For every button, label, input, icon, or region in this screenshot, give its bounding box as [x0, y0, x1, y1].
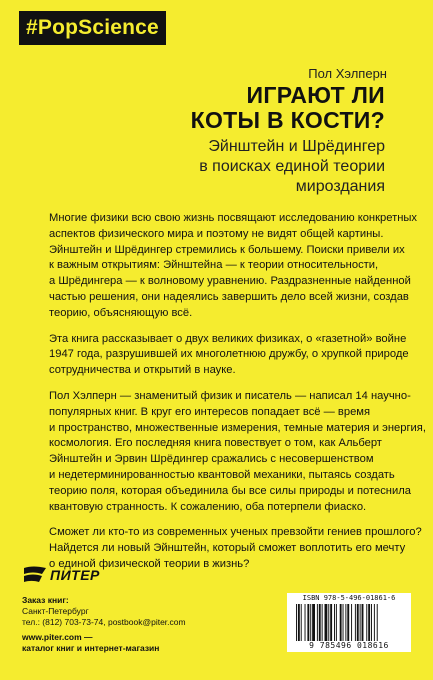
barcode-stripe	[305, 604, 306, 641]
barcode-stripe	[319, 604, 321, 641]
book-title	[191, 83, 385, 133]
barcode-stripe	[317, 604, 318, 641]
text-line: частью решения, они надеялись завершить дело всей жизни, создав	[49, 290, 409, 303]
barcode-stripe	[371, 604, 372, 641]
barcode-stripe	[366, 604, 367, 641]
barcode-stripe	[368, 604, 370, 641]
text-line: о единой физической теории в жизнь?	[49, 557, 250, 570]
publisher-logo-icon	[22, 565, 48, 585]
barcode-stripe	[328, 604, 329, 641]
barcode-stripe	[347, 604, 349, 641]
text-line: популярных книг. В круг его интересов попадает всё — время	[49, 405, 371, 418]
subtitle-line: Эйнштейн и Шрёдингер	[208, 138, 385, 155]
title-line: КОТЫ В КОСТИ?	[190, 107, 385, 133]
isbn-barcode	[287, 593, 411, 652]
barcode-stripe	[312, 604, 315, 641]
barcode-stripe	[343, 604, 344, 641]
barcode-stripe	[360, 604, 361, 641]
author-name: Пол Хэлперн	[308, 66, 387, 81]
barcode-stripe	[301, 604, 302, 641]
barcode-stripe	[374, 604, 375, 641]
publisher-logo-text: ПИТЕР	[50, 567, 100, 583]
blurb-paragraph-book	[49, 332, 409, 379]
barcode-stripe	[322, 604, 323, 641]
text-line: а Шрёдингера — к волновому уравнению. Раздразненные найденной	[49, 275, 411, 288]
text-line: Пол Хэлперн — знаменитый физик и писатель — написал 14 научно-	[49, 389, 411, 402]
isbn-label: ISBN 978-5-496-01861-6	[302, 594, 396, 602]
text-line: теорию поля, которая объединила бы все силы природы и потеснила	[49, 484, 411, 497]
text-line: Эйнштейн и Шрёдингер стремились к большему. Поиски привели их	[49, 243, 405, 256]
barcode-bars	[296, 604, 402, 641]
text-line: 1947 года, разрушившей их многолетнюю дружбу, о хрупкой природе	[49, 348, 409, 361]
text-line: аспектов физического мира и поэтому не видят общей картины.	[49, 227, 384, 240]
text-line: Эта книга рассказывает о двух великих физиках, о «газетной» войне	[49, 332, 407, 345]
barcode-stripe	[357, 604, 359, 641]
text-line: к важным открытиям: Эйнштейна — к теории относительности,	[49, 259, 379, 272]
barcode-stripe	[351, 604, 352, 641]
order-city: Санкт-Петербург	[22, 606, 89, 616]
barcode-stripe	[298, 604, 300, 641]
barcode-stripe	[334, 604, 335, 641]
text-line: и недетерминированностью квантовой механики, пытаясь создать	[49, 468, 395, 481]
text-line: теорию, объясняющую всё.	[49, 306, 193, 319]
barcode-stripe	[330, 604, 332, 641]
text-line: Эйнштейн и Эрвин Шрёдингер сражались с несовершенством	[49, 453, 374, 466]
series-tag: #PopScience	[19, 11, 166, 45]
barcode-digits: 9 785496 018616	[309, 641, 389, 650]
text-line: Найдется ли новый Эйнштейн, который сможет воплотить его мечту	[49, 542, 406, 555]
publisher-site-desc: каталог книг и интернет-магазин	[22, 643, 160, 653]
barcode-stripe	[307, 604, 309, 641]
barcode-stripe	[345, 604, 346, 641]
barcode-stripe	[377, 604, 378, 641]
blurb-paragraph-intro	[49, 211, 418, 322]
title-line: ИГРАЮТ ЛИ	[246, 82, 385, 108]
blurb-paragraph-question	[49, 525, 422, 572]
barcode-stripe	[340, 604, 342, 641]
text-line: квантовую странность. К сожалению, оба потерпели фиаско.	[49, 500, 367, 513]
barcode-stripe	[336, 604, 337, 641]
publisher-site: www.piter.com —	[22, 632, 93, 642]
text-line: Сможет ли кто-то из современных ученых превзойти гениев прошлого?	[49, 526, 422, 539]
barcode-stripe	[362, 604, 364, 641]
text-line: и пространство, множественные измерения, темные материя и энергия,	[49, 421, 426, 434]
barcode-stripe	[296, 604, 297, 641]
barcode-stripe	[310, 604, 311, 641]
subtitle-line: в поисках единой теории	[199, 158, 385, 175]
text-line: сотрудничества и открытий в науке.	[49, 364, 236, 377]
order-contacts: тел.: (812) 703-73-74, postbook@piter.com	[22, 617, 186, 627]
blurb-paragraph-author	[49, 389, 426, 515]
order-heading: Заказ книг:	[22, 595, 69, 605]
barcode-stripe	[355, 604, 356, 641]
barcode-stripe	[325, 604, 328, 641]
blurb-text	[49, 211, 426, 583]
book-subtitle	[199, 137, 385, 197]
text-line: Многие физики всю свою жизнь посвящают исследованию конкретных	[49, 212, 418, 224]
publisher-logo	[22, 565, 100, 585]
text-line: космология. Его последняя книга повествует о том, как Альберт	[49, 437, 382, 450]
subtitle-line: мироздания	[295, 178, 385, 195]
order-info	[22, 595, 186, 654]
